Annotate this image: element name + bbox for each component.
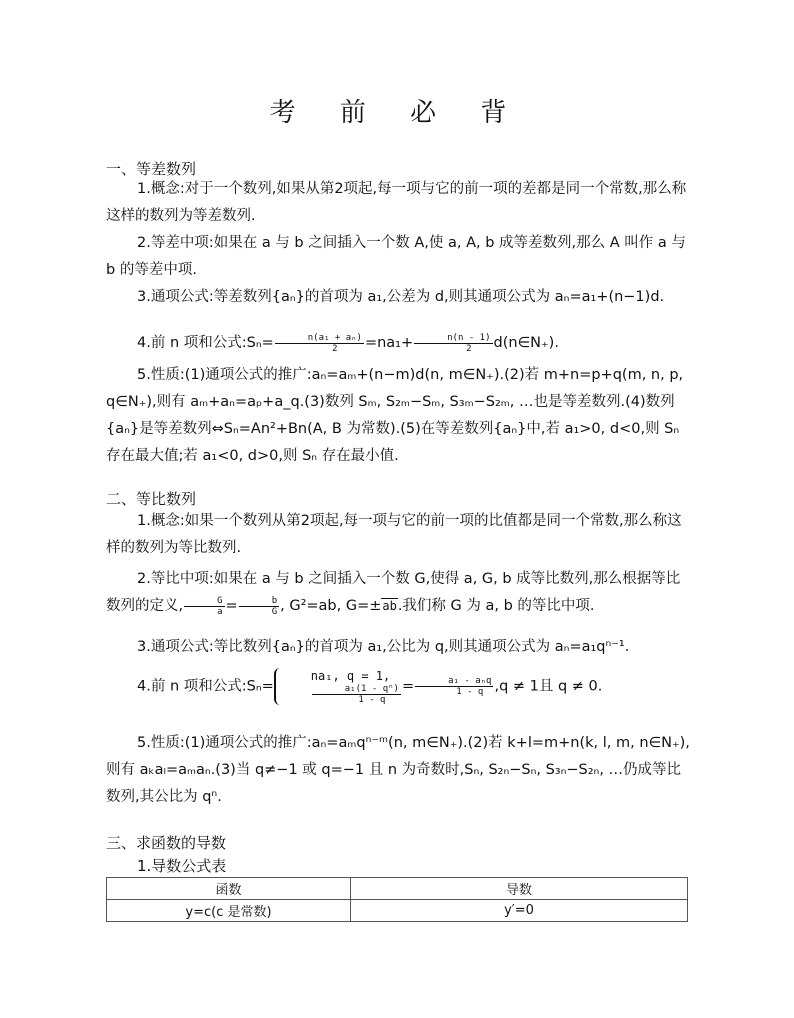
piecewise-brace	[274, 668, 402, 705]
case-row	[280, 684, 402, 705]
fraction: $\frac{\text{a₁ - aₙq}}{1 - q}$	[415, 676, 493, 697]
section-heading-arithmetic: 一、等差数列	[106, 160, 197, 178]
subheading: 1.导数公式表	[137, 857, 227, 875]
table-header: 函数	[107, 878, 351, 900]
paragraph: 3.通项公式:等差数列{aₙ}的首项为 a₁,公差为 d,则其通项公式为 aₙ=a₁+(n−1)d.	[137, 289, 665, 305]
paragraph: 1.概念:对于一个数列,如果从第2项起,每一项与它的前一项的差都是同一个常数,那么称这样的数列为等差数列.	[106, 181, 687, 224]
paragraph: 5.性质:(1)通项公式的推广:aₙ=aₘ+(n−m)d(n, m∈N₊).(2)若 m+n=p+q(m, n, p, q∈N₊),则有 aₘ+aₙ=aₚ+a_q.(3)数列 Sₘ, S₂ₘ−Sₘ, S₃ₘ−S₂ₘ, …也是等差数列.(4)数列{aₙ}是等差数列⇔Sₙ=An²+Bn(A, B 为常数).(5)在等差数列{aₙ}中,若 a₁>0, d<0,则 Sₙ 存在最大值;若 a₁<0, d>0,则 Sₙ 存在最小值.	[106, 367, 684, 464]
paragraph: 3.通项公式:等比数列{aₙ}的首项为 a₁,公比为 q,则其通项公式为 aₙ=a₁qⁿ⁻¹.	[137, 639, 630, 655]
square-root: ab	[382, 599, 397, 613]
derivative-table	[106, 877, 688, 922]
formula-text: , G²=ab, G=±	[280, 598, 382, 614]
sum-formula-line	[106, 330, 694, 357]
fraction: $\frac{\text{a₁(1 - qⁿ)}}{1 - q}$	[312, 684, 401, 705]
table-cell: y′=0	[351, 900, 688, 922]
section-heading-derivative: 三、求函数的导数	[106, 834, 227, 852]
formula-text: ,q ≠ 1且 q ≠ 0.	[494, 678, 603, 695]
geometric-sum-line	[106, 668, 694, 705]
case-row: na₁, q = 1,	[310, 669, 391, 683]
fraction: $\frac{b}{G}$	[239, 596, 279, 617]
table-cell: y=c(c 是常数)	[107, 900, 351, 922]
formula-text: =	[401, 678, 415, 695]
paragraph: 1.概念:如果一个数列从第2项起,每一项与它的前一项的比值都是同一个常数,那么称这样的数列为等比数列.	[106, 513, 682, 556]
paragraph: 2.等差中项:如果在 a 与 b 之间插入一个数 A,使 a, A, b 成等差数列,那么 A 叫作 a 与 b 的等差中项.	[106, 235, 686, 278]
fraction: $\frac{n(n - 1)}{2}$	[414, 333, 492, 354]
formula-text: .我们称 G 为 a, b 的等比中项.	[397, 598, 595, 614]
formula-text: 2.等比中项:如果在 a 与 b 之间插入一个数 G,使得 a, G, b 成等比数列,那么根据等比数列的定义,	[106, 571, 681, 614]
formula-text: =na₁+	[364, 335, 414, 351]
formula-text: d(n∈N₊).	[493, 335, 559, 351]
fraction: $\frac{G}{a}$	[184, 596, 224, 617]
table-header: 导数	[351, 878, 688, 900]
geometric-mean-line	[106, 566, 694, 620]
page-title: 考 前 必 背	[269, 98, 525, 128]
formula-text: 4.前 n 项和公式:Sₙ=	[137, 678, 274, 695]
table-row	[107, 900, 688, 922]
formula-text: 4.前 n 项和公式:Sₙ=	[137, 335, 274, 351]
section-heading-geometric: 二、等比数列	[106, 490, 197, 508]
fraction: $\frac{\text{n(a₁ + aₙ)}}{2}$	[275, 333, 364, 354]
paragraph: 5.性质:(1)通项公式的推广:aₙ=aₘqⁿ⁻ᵐ(n, m∈N₊).(2)若 k+l=m+n(k, l, m, n∈N₊),则有 aₖaₗ=aₘaₙ.(3)当 q≠−1 或 q=−1 且 n 为奇数时,Sₙ, S₂ₙ−Sₙ, S₃ₙ−S₂ₙ, …仍成等比数列,其公比为 qⁿ.	[106, 735, 690, 805]
formula-text: =	[225, 598, 238, 614]
